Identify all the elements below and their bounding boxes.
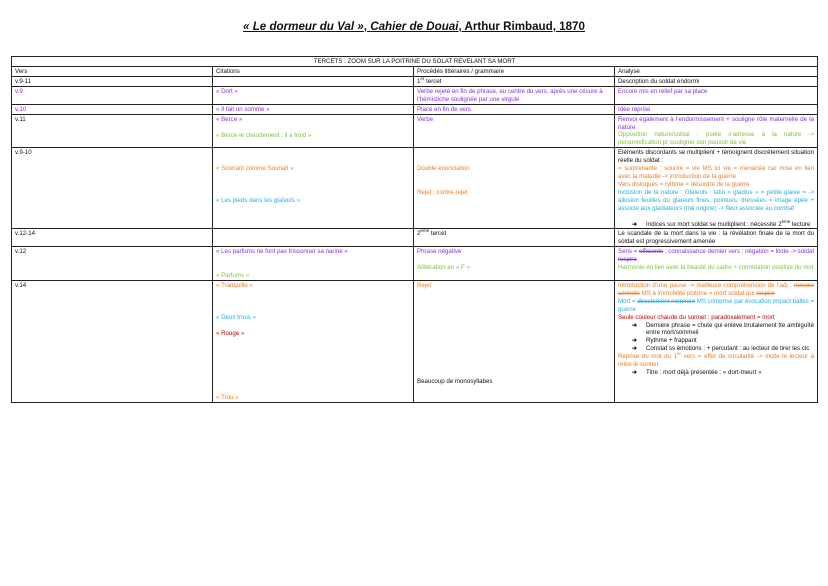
page-title: « Le dormeur du Val », Cahier de Douai, Arthur Rimbaud, 1870 [243,20,585,33]
table-band-row [12,57,818,67]
arrow-icon: ➔ [632,220,638,228]
table-row [12,77,818,87]
cell-analyse: Introduction d’une pause -> meilleure compréhension de l’adj ; renvoie sérénité MS à immobilité poitrine = mort soldat qui respire Mort = directement nommée MS comprise par évocation impact balles = guerre Seule couleur chaude du sonnet : paradoxalement = mort ➔ Dernière phrase = chute qui enlève brutalement tte ambiguïté entre mort/sommeil ➔ Rythme + frappant ➔ Constat ss émotions : + percutant : au lecteur de tirer les clc Reprise du mot du 1er vers = effet de circularité -> incite le lecteur à relire le sonnet ➔ Titre : mort déjà présentée : « dort-meurt » [615,281,818,403]
cell-analyse: Sens = efficients ; connaissance dernier vers : négation = litote -> soldat respire Harmonie en lien avec la beauté du cadre + connotation positive du mot [615,247,818,281]
cell-procedes: Double énonciation Rejet ; contre-rejet [414,148,615,229]
cell-procedes: Verbe [414,114,615,148]
title-author-year: , Arthur Rimbaud, 1870 [458,20,585,33]
table-row [12,229,818,247]
cell-vers: v.9-11 [12,77,213,87]
cell-procedes: Verbe rejeté en fin de phrase, au centre du vers, après une césure à l’hémistiche soulignée par une virgule [414,86,615,104]
table-header-row [12,67,818,77]
table-row [12,247,818,281]
analysis-table [11,56,818,403]
cell-vers: v.12 [12,247,213,281]
cell-procedes: Placé en fin de vers [414,104,615,114]
cell-analyse: Eléments discordants se multiplient + témoignent discrètement situation réelle du soldat : = surprenante : sourire = vie MS ici vie = menacée car mise en lien avec la maladie -> introduction de la guerre Vers disloqués = rythme = désordre de la guerre Inclusion de la nature : Glaïeuls : latin « gladius » = petite glaive = -> allusion feuilles du glaïeuls fines, pointues, dressées = image épée + associé aux gladiateurs (mê origine) -> fleur associée au combat ➔ Indices sur mort soldat se multiplient : nécessite 2ème lecture [615,148,818,229]
cell-citations: « Berce » « Berce-le chaudement : il a froid » [213,114,414,148]
arrow-icon: ➔ [632,369,638,376]
table-band-title: TERCETS : ZOOM SUR LA POITRINE DU SOLAT REVELANT SA MORT [12,57,818,67]
cell-vers: v.14 [12,281,213,403]
cell-procedes: Phrase négative Allitération en « F » [414,247,615,281]
arrow-icon: ➔ [632,321,638,329]
title-work: « Le dormeur du Val » [243,20,364,33]
cell-procedes: 2ème tercet [414,229,615,247]
cell-analyse: Renvoi également à l’endormissement + souligne rôle maternelle de la nature Opposition nature/soldat : poète s’adresse à la nature -> personnification pr souligner son pouvoir de vie [615,114,818,148]
cell-vers: v.10 [12,104,213,114]
cell-citations: « Souriant comme Souriait » « Les pieds dans les glaïeuls » [213,148,414,229]
cell-citations [213,229,414,247]
cell-analyse: Encore mis en relief par sa place [615,86,818,104]
arrow-icon: ➔ [632,345,638,353]
cell-analyse: Description du soldat endormi [615,77,818,87]
cell-vers: v.11 [12,114,213,148]
table-row [12,114,818,148]
cell-citations: « Il fait un somme » [213,104,414,114]
header-vers: Vers [12,67,213,77]
cell-analyse: Idée reprise [615,104,818,114]
cell-vers: v.9-10 [12,148,213,229]
cell-citations [213,77,414,87]
header-analyse: Analyse [615,67,818,77]
cell-citations: « Tranquille » « Deux trous » « Rouge » « Trou » [213,281,414,403]
cell-vers: v.12-14 [12,229,213,247]
cell-procedes: Rejet Beaucoup de monosyllabes [414,281,615,403]
cell-analyse: Le scandale de la mort dans la vie : la révélation finale de la mort du soldat est progressivement amenée [615,229,818,247]
table-row [12,104,818,114]
title-source: Cahier de Douai [370,20,459,33]
cell-citations: « Dort » [213,86,414,104]
header-procedes: Procédés littéraires / grammaire [414,67,615,77]
cell-citations: « Les parfums ne font pas frissonner sa narine » « Parfums » [213,247,414,281]
table-row [12,86,818,104]
arrow-icon: ➔ [632,337,638,345]
table-row [12,281,818,403]
header-citations: Citations [213,67,414,77]
cell-vers: v.9 [12,86,213,104]
table-row [12,148,818,229]
cell-procedes: 1er tercet [414,77,615,87]
